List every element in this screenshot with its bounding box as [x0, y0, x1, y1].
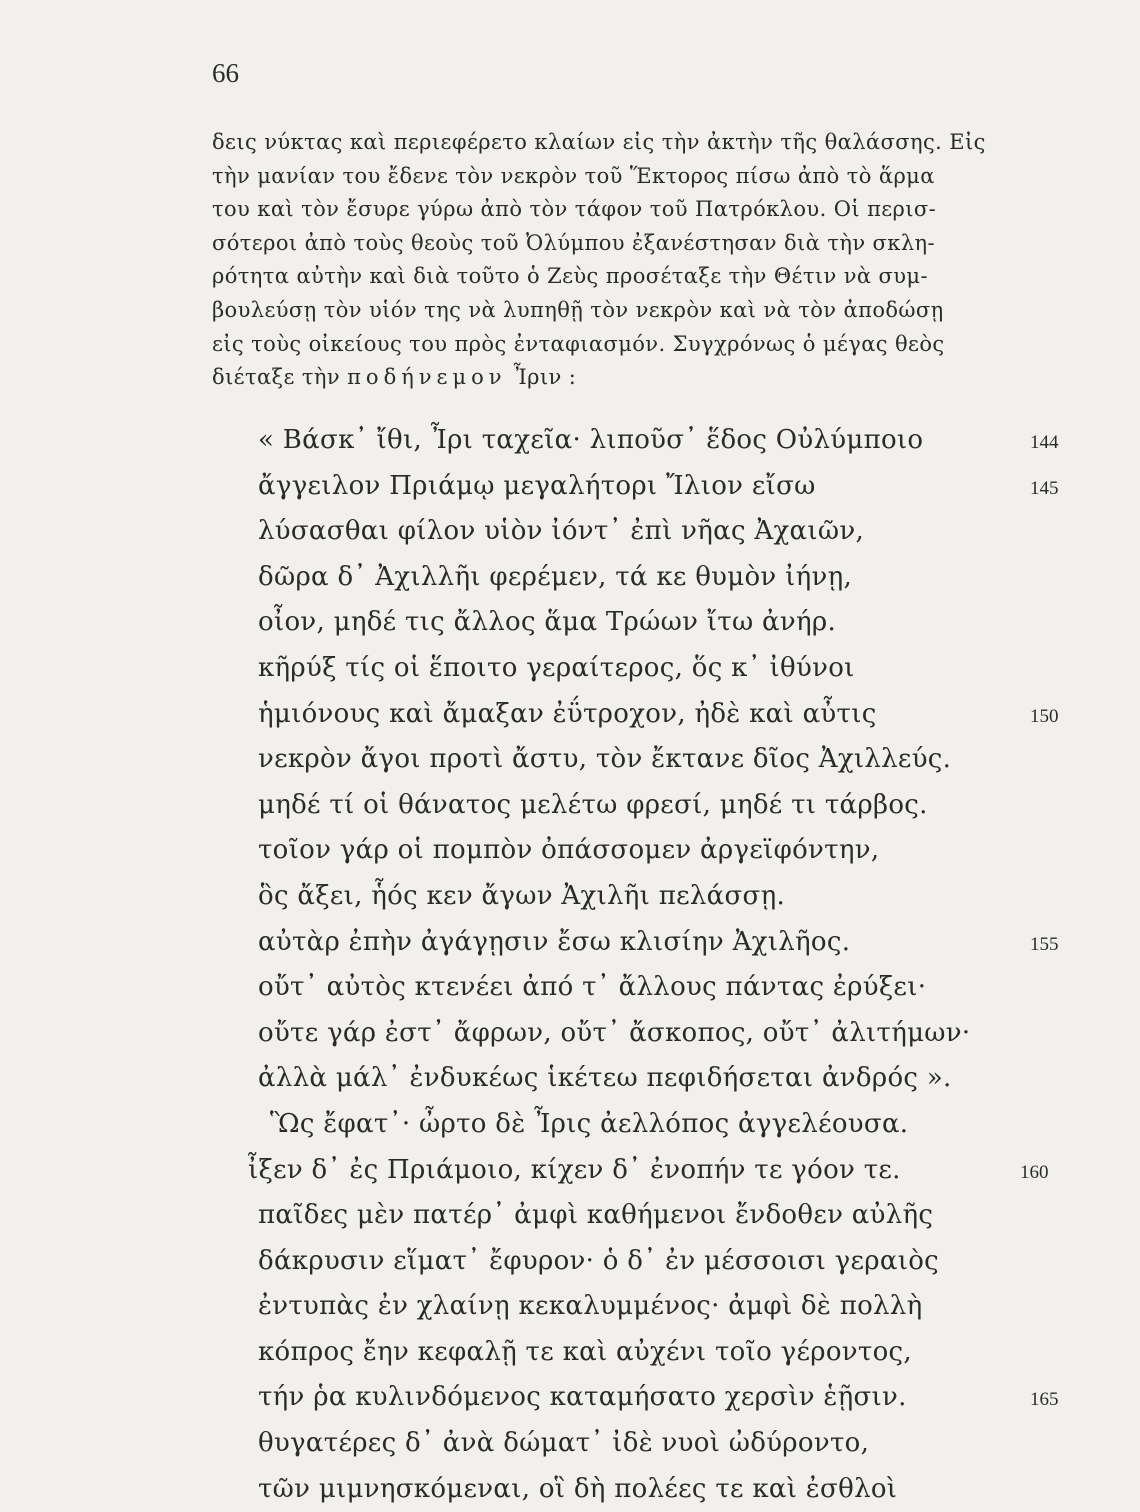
verse-line — [258, 783, 1078, 829]
verse-text: ἶξεν δ᾽ ἐς Πριάμοιο, κίχεν δ᾽ ἐνοπήν τε γόον τε. — [248, 1154, 901, 1185]
prose-line: δεις νύκτας καὶ περιεφέρετο κλαίων εἰς τὴν ἀκτὴν τῆς θαλάσσης. Εἰς — [212, 130, 986, 154]
verse-text: αὐτὰρ ἐπὴν ἀγάγῃσιν ἔσω κλισίην Ἀχιλῆος. — [258, 926, 851, 957]
line-number: 155 — [1030, 933, 1059, 955]
prose-line: βουλεύσῃ τὸν υἱόν της νὰ λυπηθῇ τὸν νεκρὸν καὶ νὰ τὸν ἀποδώσῃ — [212, 297, 944, 322]
verse-text: οἶον, μηδέ τις ἄλλος ἅμα Τρώων ἴτω ἀνήρ. — [258, 607, 837, 638]
verse-line — [258, 1330, 1078, 1376]
verse-line — [258, 1284, 1078, 1330]
verse-text: ὃς ἄξει, ἧός κεν ἄγων Ἀχιλῆι πελάσσῃ. — [258, 880, 786, 911]
prose-line-last — [212, 361, 1072, 395]
verse-line — [258, 1375, 1078, 1421]
verse-line — [258, 464, 1078, 510]
verse-text: οὔτ᾽ αὐτὸς κτενέει ἀπό τ᾽ ἄλλους πάντας ἐρύξει· — [258, 972, 927, 1003]
verse-text: θυγατέρες δ᾽ ἀνὰ δώματ᾽ ἰδὲ νυοὶ ὠδύροντο, — [258, 1428, 870, 1459]
prose-text: διέταξε τὴν — [212, 365, 341, 390]
verse-line — [258, 737, 1078, 783]
verse-line — [258, 646, 1078, 692]
verse-text: τοῖον γάρ οἱ πομπὸν ὀπάσσομεν ἀργεϊφόντην, — [258, 835, 880, 866]
verse-line — [258, 920, 1078, 966]
verse-line — [258, 1102, 1078, 1148]
prose-paragraph — [212, 126, 1072, 395]
verse-text: « Βάσκ᾽ ἴθι, Ἶρι ταχεῖα· λιποῦσ᾽ ἕδος Οὐλύμποιο — [258, 425, 924, 455]
verse-line — [258, 1467, 1078, 1512]
verse-quotation — [248, 418, 1078, 1512]
line-number: 144 — [1030, 432, 1059, 453]
prose-text: Ἶριν : — [513, 365, 577, 390]
verse-line — [258, 555, 1078, 601]
prose-line: σότεροι ἀπὸ τοὺς θεοὺς τοῦ Ὀλύμπου ἐξανέστησαν διὰ τὴν σκλη- — [212, 230, 936, 255]
verse-text: ἡμιόνους καὶ ἄμαξαν ἐΰτροχον, ἠδὲ καὶ αὖτις — [258, 698, 877, 729]
verse-line — [258, 600, 1078, 646]
verse-text: κῆρύξ τίς οἱ ἕποιτο γεραίτερος, ὅς κ᾽ ἰθύνοι — [258, 652, 855, 683]
verse-line — [258, 1239, 1078, 1285]
verse-text: δῶρα δ᾽ Ἀχιλλῆι φερέμεν, τά κε θυμὸν ἰήνῃ, — [258, 561, 853, 592]
verse-text: ἄγγειλον Πριάμῳ μεγαλήτορι Ἴλιον εἴσω — [258, 470, 816, 501]
verse-text: λύσασθαι φίλον υἱὸν ἰόντ᾽ ἐπὶ νῆας Ἀχαιῶν, — [258, 516, 865, 547]
verse-line — [258, 1421, 1078, 1467]
line-number: 145 — [1030, 477, 1059, 499]
line-number: 160 — [1020, 1161, 1049, 1183]
verse-text: παῖδες μὲν πατέρ᾽ ἀμφὶ καθήμενοι ἔνδοθεν αὐλῆς — [258, 1200, 934, 1231]
verse-line — [258, 1056, 1078, 1102]
prose-line: εἰς τοὺς οἰκείους του πρὸς ἐνταφιασμόν. Συγχρόνως ὁ μέγας θεὸς — [212, 331, 945, 356]
verse-line — [258, 828, 1078, 874]
verse-text: κόπρος ἔην κεφαλῇ τε καὶ αὐχένι τοῖο γέροντος, — [258, 1336, 912, 1367]
verse-text: ἐντυπὰς ἐν χλαίνῃ κεκαλυμμένος· ἀμφὶ δὲ πολλὴ — [258, 1291, 923, 1322]
verse-line — [258, 509, 1078, 555]
verse-text: μηδέ τί οἱ θάνατος μελέτω φρεσί, μηδέ τι τάρβος. — [258, 789, 928, 820]
line-number: 150 — [1030, 705, 1059, 727]
verse-text: ἀλλὰ μάλ᾽ ἐνδυκέως ἱκέτεω πεφιδήσεται ἀνδρός ». — [258, 1063, 952, 1094]
verse-line — [258, 692, 1078, 738]
verse-line — [258, 1011, 1078, 1057]
prose-line: ρότητα αὐτὴν καὶ διὰ τοῦτο ὁ Ζεὺς προσέταξε τὴν Θέτιν νὰ συμ- — [212, 264, 928, 289]
prose-line: του καὶ τὸν ἔσυρε γύρω ἀπὸ τὸν τάφον τοῦ Πατρόκλου. Οἱ περισ- — [212, 197, 937, 222]
verse-text: Ὣς ἔφατ᾽· ὦρτο δὲ Ἶρις ἀελλόπος ἀγγελέουσα. — [270, 1108, 909, 1139]
verse-line — [258, 1193, 1078, 1239]
spaced-epithet: ποδήνεμον — [347, 365, 507, 390]
verse-text: τήν ῥα κυλινδόμενος καταμήσατο χερσὶν ἑῇσιν. — [258, 1382, 907, 1413]
verse-line — [258, 418, 1078, 464]
verse-text: δάκρυσιν εἵματ᾽ ἔφυρον· ὁ δ᾽ ἐν μέσσοισι γεραιὸς — [258, 1245, 940, 1276]
verse-text: οὔτε γάρ ἐστ᾽ ἄφρων, οὔτ᾽ ἄσκοπος, οὔτ᾽ ἀλιτήμων· — [258, 1017, 971, 1048]
verse-text: νεκρὸν ἄγοι προτὶ ἄστυ, τὸν ἔκτανε δῖος Ἀχιλλεύς. — [258, 744, 952, 775]
verse-line — [258, 965, 1078, 1011]
prose-line: τὴν μανίαν του ἔδενε τὸν νεκρὸν τοῦ Ἕκτορος πίσω ἀπὸ τὸ ἅρμα — [212, 163, 935, 188]
page-number: 66 — [212, 58, 239, 88]
verse-line — [258, 874, 1078, 920]
line-number: 165 — [1030, 1389, 1059, 1411]
verse-line — [248, 1148, 1078, 1194]
verse-text: τῶν μιμνησκόμεναι, οἳ δὴ πολέες τε καὶ ἐσθλοὶ — [258, 1473, 898, 1504]
